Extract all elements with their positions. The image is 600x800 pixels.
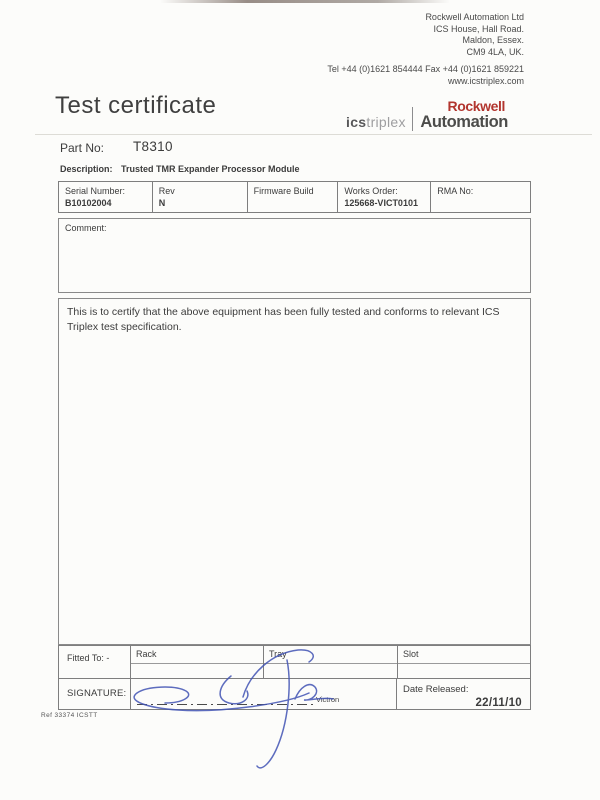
rev-value: N xyxy=(158,198,166,208)
certification-text-line-2: Triplex test specification. xyxy=(67,321,182,333)
serial-number-value: B10102004 xyxy=(65,198,112,208)
certification-text-line-1: This is to certify that the above equipment has been fully tested and conforms to relevant ICS xyxy=(67,306,500,318)
company-address xyxy=(425,12,524,58)
logo-divider xyxy=(412,107,414,131)
tray-column xyxy=(264,646,398,678)
address-line-2: ICS House, Hall Road. xyxy=(433,23,524,34)
header-rule xyxy=(35,134,592,135)
serial-number-label: Serial Number: xyxy=(65,186,126,196)
part-no-label: Part No: xyxy=(60,141,105,155)
rma-no-label: RMA No: xyxy=(437,186,474,196)
scan-artifact-top xyxy=(160,0,450,3)
rack-label: Rack xyxy=(131,646,263,664)
firmware-build-label: Firmware Build xyxy=(253,186,314,196)
rev-label: Rev xyxy=(158,186,175,196)
slot-column xyxy=(398,646,530,678)
rack-column xyxy=(131,646,264,678)
fitted-signature-table xyxy=(58,645,531,710)
ics-logo-text: ics xyxy=(346,113,367,130)
slot-label: Slot xyxy=(398,646,530,664)
description-value: Trusted TMR Expander Processor Module xyxy=(121,164,300,174)
tray-label: Tray xyxy=(264,646,397,664)
address-line-1: Rockwell Automation Ltd xyxy=(425,12,524,22)
date-released-value: 22/11/10 xyxy=(475,697,522,709)
works-order-label: Works Order: xyxy=(344,186,398,196)
fitted-to-label: Fitted To: - xyxy=(59,646,131,678)
signature-line xyxy=(137,704,315,706)
signature-area xyxy=(131,679,397,709)
triplex-logo-text: triplex xyxy=(366,113,406,130)
rma-no-cell xyxy=(431,182,530,212)
description-label: Description: xyxy=(60,164,113,174)
comment-box xyxy=(58,218,531,293)
certification-box xyxy=(58,298,531,645)
signed-by-text: Victron xyxy=(316,695,340,704)
ref-number: Ref 33374 ICSTT xyxy=(41,712,98,719)
details-table xyxy=(58,181,531,213)
part-no-value: T8310 xyxy=(133,139,173,154)
serial-number-cell xyxy=(59,182,153,212)
date-released-cell xyxy=(397,679,530,709)
address-line-4: CM9 4LA, UK. xyxy=(466,46,524,57)
works-order-value: 125668-VICT0101 xyxy=(344,198,418,208)
page-title: Test certificate xyxy=(55,92,217,119)
rockwell-automation-logo xyxy=(420,99,508,131)
website-text: www.icstriplex.com xyxy=(447,75,524,86)
automation-logo-text: Automation xyxy=(420,113,508,131)
date-released-label: Date Released: xyxy=(403,684,469,695)
works-order-cell xyxy=(338,182,431,212)
comment-label: Comment: xyxy=(65,223,107,233)
signature-row xyxy=(59,679,530,709)
ics-triplex-logo xyxy=(346,114,406,131)
brand-logos xyxy=(346,99,508,131)
firmware-build-cell xyxy=(248,182,339,212)
contact-info xyxy=(327,64,524,87)
rockwell-logo-text: Rockwell xyxy=(447,98,505,114)
address-line-3: Maldon, Essex. xyxy=(462,35,524,45)
signature-label: SIGNATURE: xyxy=(59,679,131,709)
fitted-to-row xyxy=(59,646,530,679)
tel-fax-line: Tel +44 (0)1621 854444 Fax +44 (0)1621 859221 xyxy=(327,64,524,74)
rev-cell xyxy=(153,182,248,212)
